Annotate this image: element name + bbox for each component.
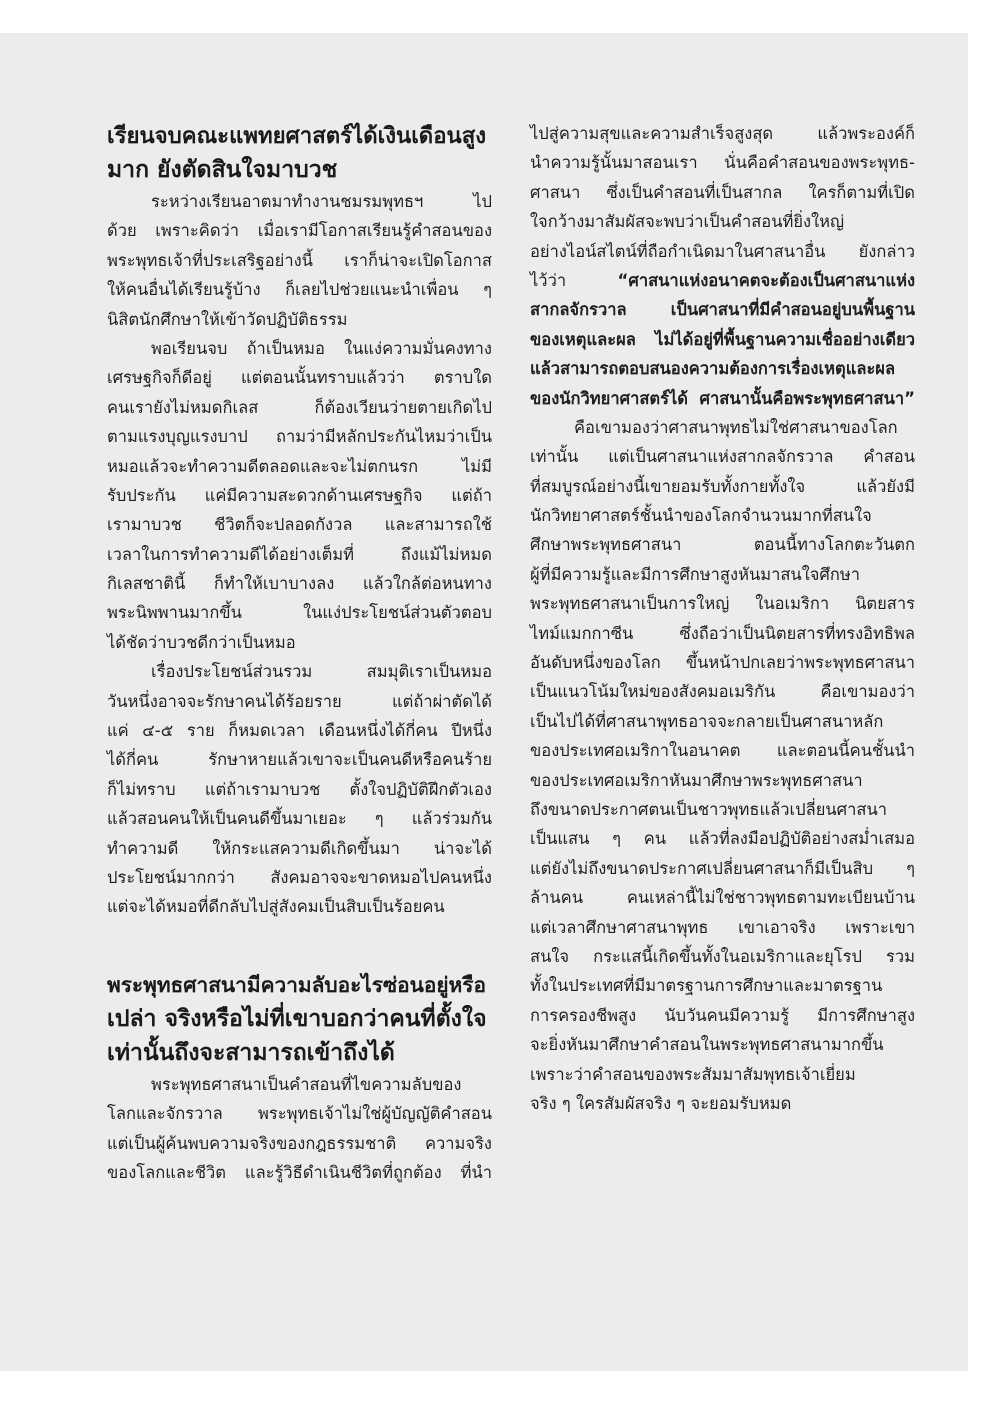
- text-line: แล้วสอนคนให้เป็นคนดีขึ้นมาเยอะ ๆ แล้วร่วมกัน: [107, 809, 492, 829]
- left-column: [107, 119, 492, 1187]
- text-line: ศึกษาพระพุทธศาสนา ตอนนี้ทางโลกตะวันตก: [530, 535, 915, 555]
- paragraph: [530, 413, 915, 1118]
- section-heading-1: [107, 119, 492, 187]
- paragraph: [107, 1070, 492, 1188]
- paragraph: [107, 187, 492, 334]
- text-line: การครองชีพสูง นับวันคนมีความรู้ มีการศึกษาสูง: [530, 1005, 915, 1025]
- text-line: จริง ๆ ใครสัมผัสจริง ๆ จะยอมรับหมด: [530, 1093, 792, 1113]
- text-line: อย่างไอน์สไตน์ที่ถือกำเนิดมาในศาสนาอื่น ยังกล่าว: [530, 241, 915, 261]
- text-line: นักวิทยาศาสตร์ชั้นนำของโลกจำนวนมากที่สนใจ: [530, 506, 872, 526]
- text-line: ของประเทศอเมริกาในอนาคต และตอนนี้คนชั้นนำ: [530, 741, 915, 761]
- einstein-quote-line: สากลจักรวาล เป็นศาสนาที่มีคำสอนอยู่บนพื้นฐาน: [530, 300, 915, 320]
- text-line: ประโยชน์มากกว่า สังคมอาจจะขาดหมอไปคนหนึ่ง: [107, 867, 492, 887]
- text-line: เท่านั้น แต่เป็นศาสนาแห่งสากลจักรวาล คำสอน: [530, 447, 915, 467]
- text-line: แต่เวลาศึกษาศาสนาพุทธ เขาเอาจริง เพราะเขา: [530, 917, 915, 937]
- text-line: เพราะว่าคำสอนของพระสัมมาสัมพุทธเจ้าเยี่ยม: [530, 1064, 856, 1084]
- heading-line: มาก ยังตัดสินใจมาบวช: [107, 157, 338, 183]
- text-line: ก็ไม่ทราบ แต่ถ้าเรามาบวช ตั้งใจปฏิบัติฝึกตัวเอง: [107, 779, 492, 799]
- text-line: ของประเทศอเมริกาหันมาศึกษาพระพุทธศาสนา: [530, 770, 863, 790]
- text-line: เรามาบวช ชีวิตก็จะปลอดกังวล และสามารถใช้: [107, 515, 492, 535]
- text-line: ได้กี่คน รักษาหายแล้วเขาจะเป็นคนดีหรือคนร้าย: [107, 750, 492, 770]
- einstein-quote-start: “ศาสนาแห่งอนาคตจะต้องเป็นศาสนาแห่ง: [617, 270, 915, 290]
- einstein-quote-line: แล้วสามารถตอบสนองความต้องการเรื่องเหตุและผล: [530, 359, 896, 379]
- text-line: เป็นแสน ๆ คน แล้วที่ลงมือปฏิบัติอย่างสม่ำเสมอ: [530, 829, 915, 849]
- text-line: ได้ชัดว่าบวชดีกว่าเป็นหมอ: [107, 632, 296, 652]
- text-line: ล้านคน คนเหล่านี้ไม่ใช่ชาวพุทธตามทะเบียนบ้าน: [530, 888, 915, 908]
- text-line: ศาสนา ซึ่งเป็นคำสอนที่เป็นสากล ใครก็ตามที่เปิด: [530, 182, 915, 202]
- heading-line: เปล่า จริงหรือไม่ที่เขาบอกว่าคนที่ตั้งใจ: [107, 1005, 487, 1032]
- text-line: สนใจ กระแสนี้เกิดขึ้นทั้งในอเมริกาและยุโรป รวม: [530, 946, 915, 966]
- text-line: [530, 266, 915, 295]
- right-column: [530, 119, 915, 1118]
- text-line: นำความรู้นั้นมาสอนเรา นั่นคือคำสอนของพระพุทธ-: [530, 153, 915, 173]
- heading-line: เท่านั้นถึงจะสามารถเข้าถึงได้: [107, 1039, 395, 1066]
- text-line: ใจกว้างมาสัมผัสจะพบว่าเป็นคำสอนที่ยิ่งใหญ่: [530, 212, 845, 232]
- text-line: เป็นไปได้ที่ศาสนาพุทธอาจจะกลายเป็นศาสนาหลัก: [530, 711, 884, 731]
- text-line: พอเรียนจบ ถ้าเป็นหมอ ในแง่ความมั่นคงทาง: [151, 338, 492, 358]
- quote-lead: ไว้ว่า: [530, 270, 567, 290]
- text-line: เศรษฐกิจก็ดีอยู่ แต่ตอนนั้นทราบแล้วว่า ตราบใด: [107, 368, 492, 388]
- text-line: พระพุทธศาสนาเป็นการใหญ่ ในอเมริกา นิตยสาร: [530, 594, 915, 614]
- text-line: ผู้ที่มีความรู้และมีการศึกษาสูงหันมาสนใจศึกษา: [530, 564, 861, 584]
- text-line: แต่เป็นผู้ค้นพบความจริงของกฎธรรมชาติ ความจริง: [107, 1133, 492, 1153]
- paragraph: [107, 657, 492, 922]
- text-line: พระพุทธเจ้าที่ประเสริฐอย่างนี้ เราก็น่าจะเปิดโอกาส: [107, 250, 492, 270]
- text-line: คนเรายังไม่หมดกิเลส ก็ต้องเวียนว่ายตายเกิดไป: [107, 397, 492, 417]
- text-line: ทั้งในประเทศที่มีมาตรฐานการศึกษาและมาตรฐาน: [530, 976, 883, 996]
- paragraph: [530, 119, 915, 413]
- section-heading-2: [107, 968, 492, 1070]
- text-line: ไปสู่ความสุขและความสำเร็จสูงสุด แล้วพระองค์ก็: [530, 124, 915, 143]
- heading-line: พระพุทธศาสนามีความลับอะไรซ่อนอยู่หรือ: [107, 972, 486, 997]
- paragraph: [107, 334, 492, 657]
- text-line: หมอแล้วจะทำความดีตลอดและจะไม่ตกนรก ไม่มี: [107, 456, 492, 476]
- text-line: ระหว่างเรียนอาตมาทำงานชมรมพุทธฯ ไป: [151, 192, 492, 211]
- text-line: กิเลสชาตินี้ ก็ทำให้เบาบางลง แล้วใกล้ต่อหนทาง: [107, 574, 492, 594]
- text-line: ที่สมบูรณ์อย่างนี้เขายอมรับทั้งกายทั้งใจ แล้วยังมี: [530, 476, 915, 496]
- text-line: พระพุทธศาสนาเป็นคำสอนที่ไขความลับของ: [151, 1074, 462, 1094]
- text-line: ตามแรงบุญแรงบาป ถามว่ามีหลักประกันไหมว่าเป็น: [107, 427, 492, 447]
- text-line: นิสิตนักศึกษาให้เข้าวัดปฏิบัติธรรม: [107, 309, 348, 329]
- text-line: ด้วย เพราะคิดว่า เมื่อเรามีโอกาสเรียนรู้คำสอนของ: [107, 221, 492, 241]
- text-line: โลกและจักรวาล พระพุทธเจ้าไม่ใช่ผู้บัญญัติคำสอน: [107, 1104, 492, 1124]
- text-line: พระนิพพานมากขึ้น ในแง่ประโยชน์ส่วนตัวตอบ: [107, 603, 492, 623]
- text-line: แค่ ๔-๕ ราย ก็หมดเวลา เดือนหนึ่งได้กี่คน ปีหนึ่ง: [107, 721, 492, 741]
- text-line: เป็นแนวโน้มใหม่ของสังคมอเมริกัน คือเขามองว่า: [530, 682, 915, 702]
- text-line: ถึงขนาดประกาศตนเป็นชาวพุทธแล้วเปลี่ยนศาสนา: [530, 799, 887, 819]
- text-line: แต่ยังไม่ถึงขนาดประกาศเปลี่ยนศาสนาก็มีเป็นสิบ ๆ: [530, 858, 915, 878]
- text-line: ไทม์แมกกาซีน ซึ่งถือว่าเป็นนิตยสารที่ทรงอิทธิพล: [530, 623, 915, 643]
- text-line: คือเขามองว่าศาสนาพุทธไม่ใช่ศาสนาของโลก: [574, 417, 898, 437]
- text-line: ทำความดี ให้กระแสความดีเกิดขึ้นมา น่าจะได้: [107, 838, 492, 858]
- text-line: จะยิ่งหันมาศึกษาคำสอนในพระพุทธศาสนามากขึ้น: [530, 1035, 884, 1055]
- text-line: อันดับหนึ่งของโลก ขึ้นหน้าปกเลยว่าพระพุทธศาสนา: [530, 653, 915, 673]
- text-line: รับประกัน แค่มีความสะดวกด้านเศรษฐกิจ แต่ถ้า: [107, 485, 492, 505]
- text-line: แต่จะได้หมอที่ดีกลับไปสู่สังคมเป็นสิบเป็นร้อยคน: [107, 897, 445, 917]
- text-line: วันหนึ่งอาจจะรักษาคนได้ร้อยราย แต่ถ้าผ่าตัดได้: [107, 691, 492, 711]
- text-line: ของโลกและชีวิต และรู้วิธีดำเนินชีวิตที่ถูกต้อง ที่นำ: [107, 1162, 492, 1182]
- text-line: เรื่องประโยชน์ส่วนรวม สมมุติเราเป็นหมอ: [151, 662, 492, 682]
- einstein-quote-line: ของนักวิทยาศาสตร์ได้ ศาสนานั้นคือพระพุทธศาสนา”: [530, 388, 915, 408]
- text-line: เวลาในการทำความดีได้อย่างเต็มที่ ถึงแม้ไม่หมด: [107, 544, 492, 564]
- heading-line: เรียนจบคณะแพทยศาสตร์ได้เงินเดือนสูง: [107, 123, 487, 149]
- text-line: ให้คนอื่นได้เรียนรู้บ้าง ก็เลยไปช่วยแนะนำเพื่อน ๆ: [107, 280, 492, 300]
- einstein-quote-line: ของเหตุและผล ไม่ได้อยู่ที่พื้นฐานความเชื่ออย่างเดียว: [530, 329, 915, 349]
